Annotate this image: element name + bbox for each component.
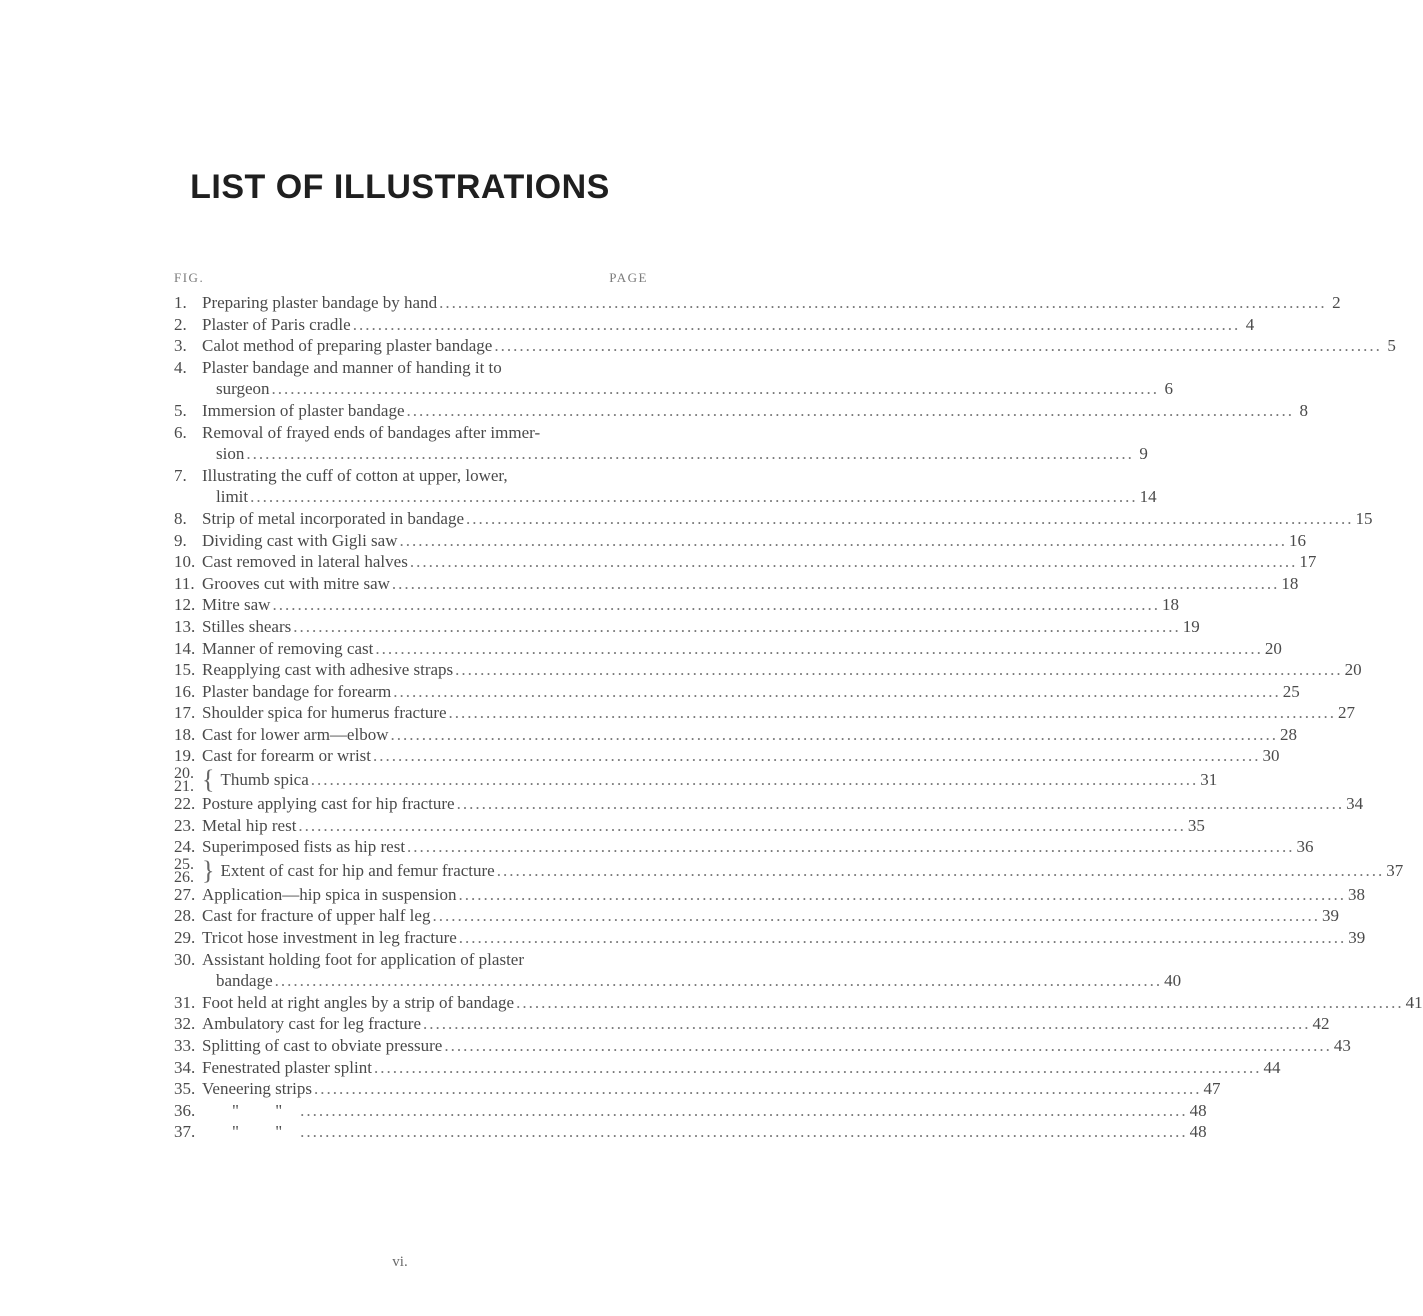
entries	[174, 292, 1423, 1143]
dot-leader	[459, 927, 1347, 949]
page-ref: 14	[1139, 487, 1157, 507]
figure-title: Plaster bandage for forearm	[202, 681, 392, 701]
page-ref: 31	[1200, 770, 1218, 790]
figure-number: 10.	[174, 552, 196, 572]
brace-mark: {	[202, 765, 215, 795]
figure-number: 21.	[174, 778, 194, 796]
page-ref: 18	[1281, 573, 1299, 593]
fig-column-header: FIG.	[174, 270, 205, 285]
page-ref: 27	[1338, 703, 1356, 723]
page-ref: 18	[1161, 595, 1179, 615]
dot-leader	[246, 443, 1134, 465]
figure-title: Cast removed in lateral halves	[202, 552, 408, 572]
figure-number: 25.	[174, 855, 194, 873]
dot-leader	[250, 486, 1138, 508]
dot-leader	[300, 1121, 1188, 1143]
page-column-header: PAGE	[609, 270, 648, 285]
page-ref: 9	[1139, 444, 1148, 464]
figure-number: 19.	[174, 746, 196, 766]
list-item	[174, 465, 1157, 508]
dot-leader	[314, 1078, 1202, 1100]
list-item	[174, 765, 1218, 796]
figure-number: 31.	[174, 992, 196, 1012]
figure-number: 22.	[174, 794, 196, 814]
dot-leader	[494, 335, 1382, 357]
dot-leader	[272, 594, 1160, 616]
page-ref: 39	[1321, 906, 1339, 926]
dot-leader	[300, 1100, 1188, 1122]
dot-leader	[449, 702, 1337, 724]
dot-leader	[459, 884, 1347, 906]
figure-number: 27.	[174, 884, 196, 904]
figure-numbers	[174, 765, 202, 796]
figure-number: 14.	[174, 638, 196, 658]
list-item	[174, 400, 1309, 422]
dot-leader	[390, 724, 1278, 746]
dot-leader	[466, 508, 1354, 530]
list-item	[174, 314, 1255, 336]
list-item	[174, 1121, 1207, 1143]
figure-title: Strip of metal incorporated in bandage	[202, 508, 464, 528]
page-ref: 36	[1296, 837, 1314, 857]
page-number: vi.	[392, 1254, 408, 1270]
figure-number: 37.	[174, 1122, 196, 1142]
dot-leader	[444, 1035, 1332, 1057]
figure-title: Shoulder spica for humerus fracture	[202, 703, 447, 723]
dot-leader	[432, 905, 1320, 927]
list-item	[174, 745, 1280, 767]
page-ref: 37	[1386, 861, 1404, 881]
dot-leader	[275, 970, 1163, 992]
page-ref: 41	[1405, 992, 1423, 1012]
dot-leader	[497, 860, 1385, 882]
list-item	[174, 594, 1179, 616]
figure-title: Application—hip spica in suspension	[202, 884, 457, 904]
figure-title-continued: bandage	[216, 971, 273, 991]
figure-title: Foot held at right angles by a strip of bandage	[202, 992, 515, 1012]
page-title: LIST OF ILLUSTRATIONS	[190, 168, 610, 206]
figure-title: Assistant holding foot for application of plaster	[202, 949, 524, 969]
dot-leader	[457, 793, 1345, 815]
list-item	[174, 573, 1299, 595]
list-item	[174, 508, 1373, 530]
figure-title: Thumb spica	[220, 770, 309, 790]
list-item	[174, 357, 1174, 400]
figure-title: Calot method of preparing plaster bandage	[202, 336, 493, 356]
list-item	[174, 1100, 1207, 1122]
page-ref: 47	[1203, 1079, 1221, 1099]
figure-numbers	[174, 855, 202, 886]
list-item	[174, 551, 1317, 573]
dot-leader	[353, 314, 1241, 336]
figure-title: Fenestrated plaster splint	[202, 1057, 372, 1077]
figure-number: 24.	[174, 837, 196, 857]
figure-number: 33.	[174, 1036, 196, 1055]
list-item	[174, 335, 1396, 357]
page-ref: 16	[1288, 530, 1306, 550]
list-item	[174, 992, 1423, 1014]
figure-number: 11.	[174, 573, 195, 593]
figure-number: 28.	[174, 906, 196, 926]
list-item	[174, 905, 1339, 927]
dot-leader	[293, 616, 1181, 638]
figure-title: Removal of frayed ends of bandages after immer-	[202, 422, 541, 442]
figure-title-continued: limit	[216, 487, 249, 507]
page-ref: 25	[1282, 681, 1300, 701]
figure-title: Stilles shears	[202, 616, 292, 636]
page-ref: 4	[1245, 314, 1255, 334]
figure-title: Superimposed fists as hip rest	[202, 837, 406, 857]
figure-number: 9.	[174, 530, 187, 550]
figure-number: 7.	[174, 465, 187, 485]
dot-leader	[374, 1057, 1262, 1079]
page-ref: 48	[1189, 1100, 1207, 1120]
page-ref: 43	[1333, 1036, 1351, 1055]
page-ref: 34	[1346, 794, 1364, 814]
page-ref: 5	[1387, 336, 1396, 356]
dot-leader	[407, 836, 1295, 858]
page-ref: 20	[1264, 638, 1282, 658]
dot-leader	[392, 573, 1280, 595]
figure-number: 12.	[174, 595, 196, 615]
dot-leader	[311, 769, 1199, 791]
figure-title: Cast for lower arm—elbow	[202, 724, 389, 744]
dot-leader	[516, 992, 1404, 1014]
list-item	[174, 793, 1364, 815]
figure-title: Tricot hose investment in leg fracture	[202, 928, 457, 948]
page-ref: 19	[1182, 616, 1200, 636]
dot-leader	[373, 745, 1261, 767]
page-ref: 40	[1164, 971, 1182, 991]
page-ref: 8	[1299, 400, 1309, 420]
list-item	[174, 1057, 1281, 1079]
figure-title: Immersion of plaster bandage	[202, 400, 405, 420]
figure-title: Mitre saw	[202, 595, 271, 615]
page-ref: 17	[1299, 552, 1317, 572]
dot-leader	[423, 1013, 1311, 1035]
figure-number: 26.	[174, 868, 194, 886]
page-ref: 6	[1164, 379, 1174, 399]
page-ref: 38	[1348, 884, 1366, 904]
list-item	[174, 616, 1200, 638]
list-item	[174, 815, 1205, 837]
list-item	[174, 855, 1404, 886]
figure-title: Ambulatory cast for leg fracture	[202, 1014, 422, 1034]
figure-title: Cast for forearm or wrist	[202, 746, 372, 766]
list-item	[174, 1013, 1330, 1035]
figure-number: 3.	[174, 336, 187, 356]
figure-number: 35.	[174, 1079, 196, 1099]
list-item	[174, 530, 1306, 552]
list-item	[174, 1078, 1221, 1100]
dot-leader	[439, 292, 1327, 314]
list-item	[174, 1035, 1351, 1057]
figure-title: Posture applying cast for hip fracture	[202, 794, 455, 814]
figure-title: Reapplying cast with adhesive straps	[202, 660, 454, 680]
figure-title: " "	[232, 1122, 299, 1142]
list-item	[174, 702, 1356, 724]
figure-number: 8.	[174, 508, 187, 528]
figure-title: " "	[232, 1100, 299, 1120]
figure-title: Metal hip rest	[202, 815, 297, 835]
figure-title: Illustrating the cuff of cotton at upper, lower,	[202, 465, 508, 485]
list-item	[174, 836, 1314, 858]
figure-number: 15.	[174, 660, 196, 680]
figure-title: Splitting of cast to obviate pressure	[202, 1036, 443, 1055]
figure-title: Cast for fracture of upper half leg	[202, 906, 431, 926]
figure-number: 30.	[174, 949, 196, 969]
page-ref: 35	[1187, 815, 1205, 835]
figure-title: Extent of cast for hip and femur fracture	[220, 861, 495, 881]
list-item	[174, 292, 1341, 314]
figure-number: 18.	[174, 724, 196, 744]
dot-leader	[272, 378, 1160, 400]
figure-number: 29.	[174, 928, 196, 948]
list-item	[174, 422, 1148, 465]
page-ref: 39	[1348, 928, 1366, 948]
list-item	[174, 884, 1366, 906]
figure-number: 34.	[174, 1057, 196, 1077]
figure-title: Grooves cut with mitre saw	[202, 573, 390, 593]
figure-title: Dividing cast with Gigli saw	[202, 530, 398, 550]
page-ref: 42	[1312, 1014, 1330, 1034]
figure-number: 32.	[174, 1014, 196, 1034]
figure-title: Preparing plaster bandage by hand	[202, 293, 438, 312]
page-ref: 2	[1332, 293, 1341, 312]
figure-number: 23.	[174, 815, 196, 835]
dot-leader	[399, 530, 1287, 552]
figure-number: 13.	[174, 616, 196, 636]
list-item	[174, 638, 1282, 660]
list-item	[174, 949, 1182, 992]
figure-number: 2.	[174, 314, 187, 334]
page-ref: 28	[1279, 724, 1297, 744]
illustrations-list	[174, 270, 1423, 1143]
figure-title: Manner of removing cast	[202, 638, 374, 658]
page-ref: 30	[1262, 746, 1280, 766]
page-ref: 15	[1355, 508, 1373, 528]
page-ref: 20	[1344, 660, 1362, 680]
figure-number: 1.	[174, 293, 187, 312]
list-item	[174, 724, 1297, 746]
list-item	[174, 927, 1366, 949]
figure-title-continued: sion	[216, 444, 245, 464]
figure-title: Plaster of Paris cradle	[202, 314, 351, 334]
list-item	[174, 681, 1300, 703]
figure-number: 6.	[174, 422, 187, 442]
figure-number: 36.	[174, 1100, 196, 1120]
figure-number: 4.	[174, 357, 187, 377]
figure-number: 16.	[174, 681, 196, 701]
dot-leader	[455, 659, 1343, 681]
figure-title: Veneering strips	[202, 1079, 313, 1099]
dot-leader	[407, 400, 1295, 422]
figure-title: Plaster bandage and manner of handing it to	[202, 357, 502, 377]
column-headers	[174, 270, 648, 292]
figure-number: 17.	[174, 703, 196, 723]
dot-leader	[375, 638, 1263, 660]
brace-mark: }	[202, 855, 215, 885]
page-ref: 48	[1189, 1122, 1207, 1142]
dot-leader	[393, 681, 1281, 703]
figure-number: 20.	[174, 765, 194, 783]
list-item	[174, 659, 1362, 681]
figure-number: 5.	[174, 400, 187, 420]
dot-leader	[410, 551, 1298, 573]
page-ref: 44	[1263, 1057, 1281, 1077]
dot-leader	[298, 815, 1186, 837]
figure-title-continued: surgeon	[216, 379, 270, 399]
